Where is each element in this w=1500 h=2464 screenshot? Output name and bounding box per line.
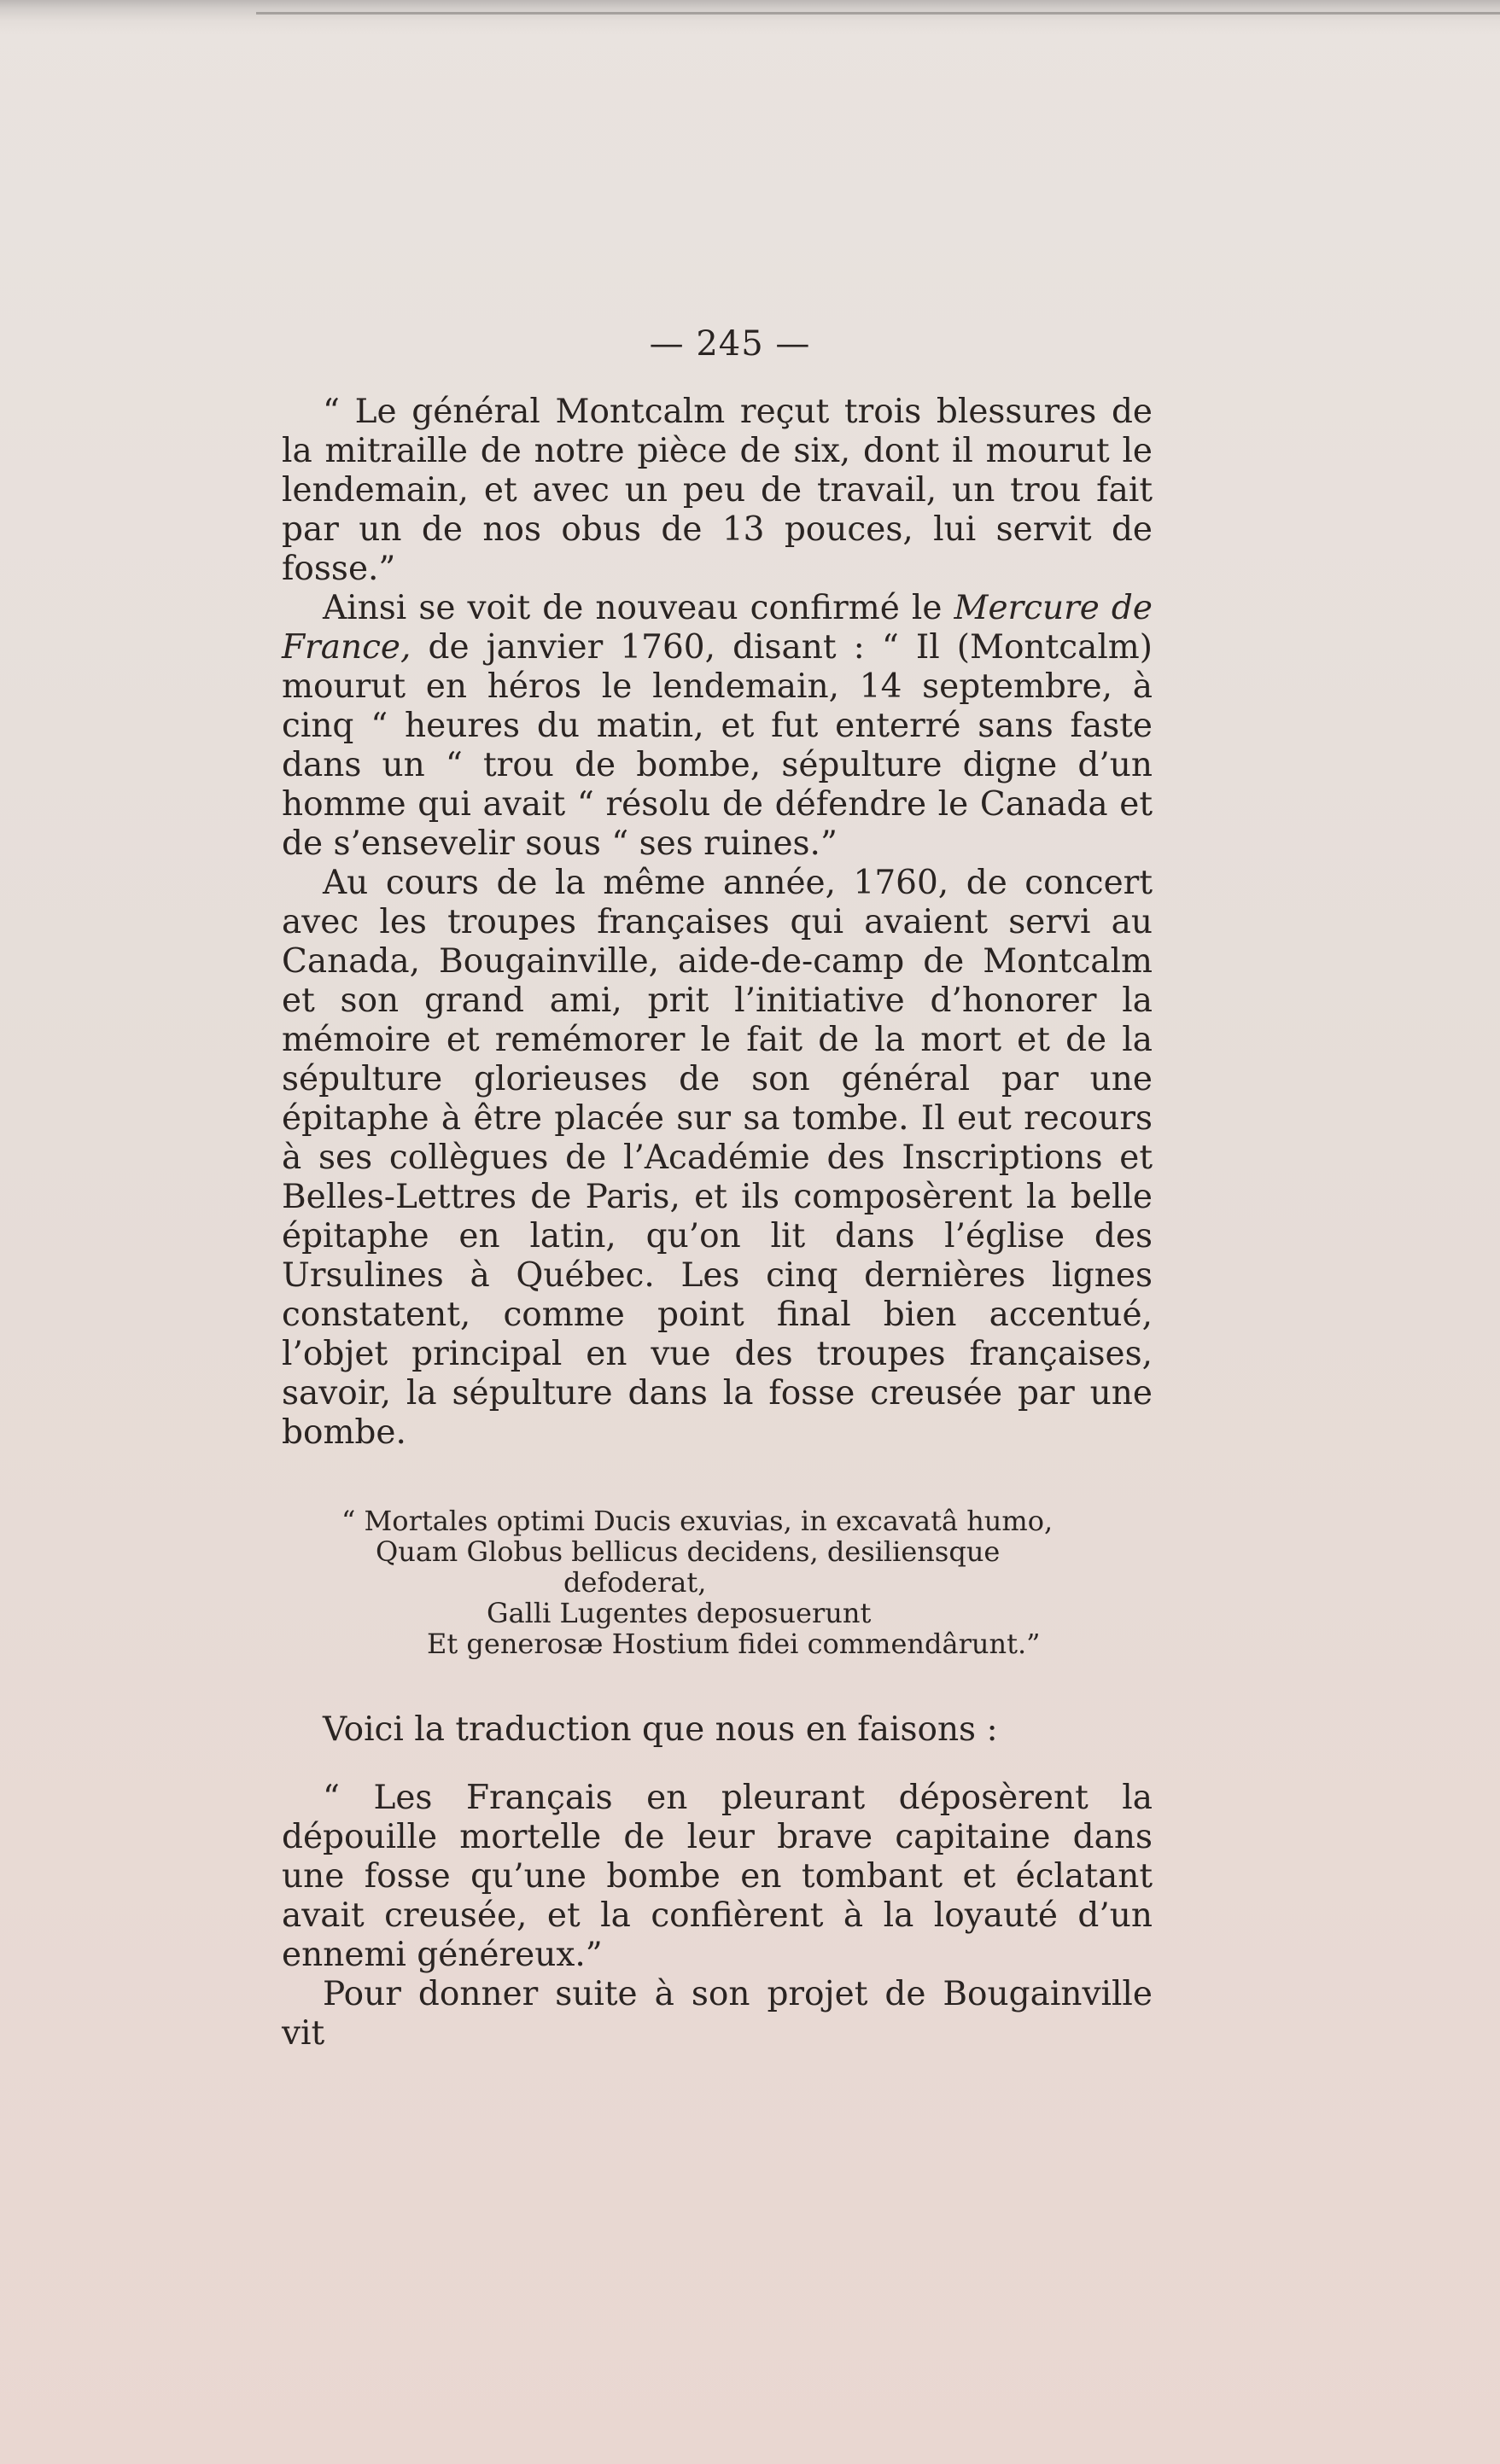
epitaph-line: Galli Lugentes deposuerunt	[487, 1597, 872, 1629]
epitaph-block	[341, 1506, 1153, 1659]
bougainville-paragraph: Au cours de la même année, 1760, de concert avec les troupes françaises qui avaient servi au Canada, Bougainville, aide-de-camp de Montcalm et son grand ami, prit l’initiative d’honorer la mémoire et remémorer le fait de la mort et de la sépulture glorieuses de son général par une épitaphe à être placée sur sa tombe. Il eut recours à ses collègues de l’Académie des Inscriptions et Belles-Lettres de Paris, et ils composèrent la belle épitaphe en latin, qu’on lit dans l’église des Ursulines à Québec. Les cinq dernières lignes constatent, comme point final bien accentué, l’objet principal en vue des troupes françaises, savoir, la sépulture dans la fosse creusée par une bombe.	[282, 864, 1153, 1452]
epitaph-line: Quam Globus bellicus decidens, desiliensque	[376, 1535, 1001, 1568]
top-rule	[256, 12, 1500, 15]
epitaph-line: Et generosæ Hostium fidei commendârunt.”	[427, 1628, 1041, 1660]
translation-intro: Voici la traduction que nous en faisons :	[323, 1710, 998, 1749]
mercure-text-before: Ainsi se voit de nouveau confirmé le	[323, 589, 954, 627]
page-number: — 245 —	[649, 324, 811, 364]
mercure-paragraph	[282, 589, 1153, 864]
final-line: Pour donner suite à son projet de Bougainville vit	[282, 1975, 1153, 2053]
mercure-text-after: de janvier 1760, disant : “ Il (Montcalm) mourut en héros le lendemain, 14 septembre, à cinq “ heures du matin, et fut enterré sans faste dans un “ trou de bombe, sépulture digne d’un homme qui avait “ résolu de défendre le Canada et de s’ensevelir sous “ ses ruines.”	[282, 628, 1153, 863]
book-page	[282, 324, 1153, 2053]
epitaph-line: “ Mortales optimi Ducis exuvias, in excavatâ humo,	[341, 1505, 1054, 1537]
page-top-edge	[0, 0, 1500, 34]
quote-paragraph: “ Le général Montcalm reçut trois blessures de la mitraille de notre pièce de six, dont il mourut le lendemain, et avec un peu de travail, un trou fait par un de nos obus de 13 pouces, lui servit de fosse.”	[282, 393, 1153, 588]
translation-paragraph: “ Les Français en pleurant déposèrent la dépouille mortelle de leur brave capitaine dans une fosse qu’une bombe en tombant et éclatant avait creusée, et la confièrent à la loyauté d’un ennemi généreux.”	[282, 1779, 1153, 1974]
mercure-title: Mercure de France,	[282, 589, 1153, 667]
epitaph-line: defoderat,	[563, 1566, 707, 1599]
